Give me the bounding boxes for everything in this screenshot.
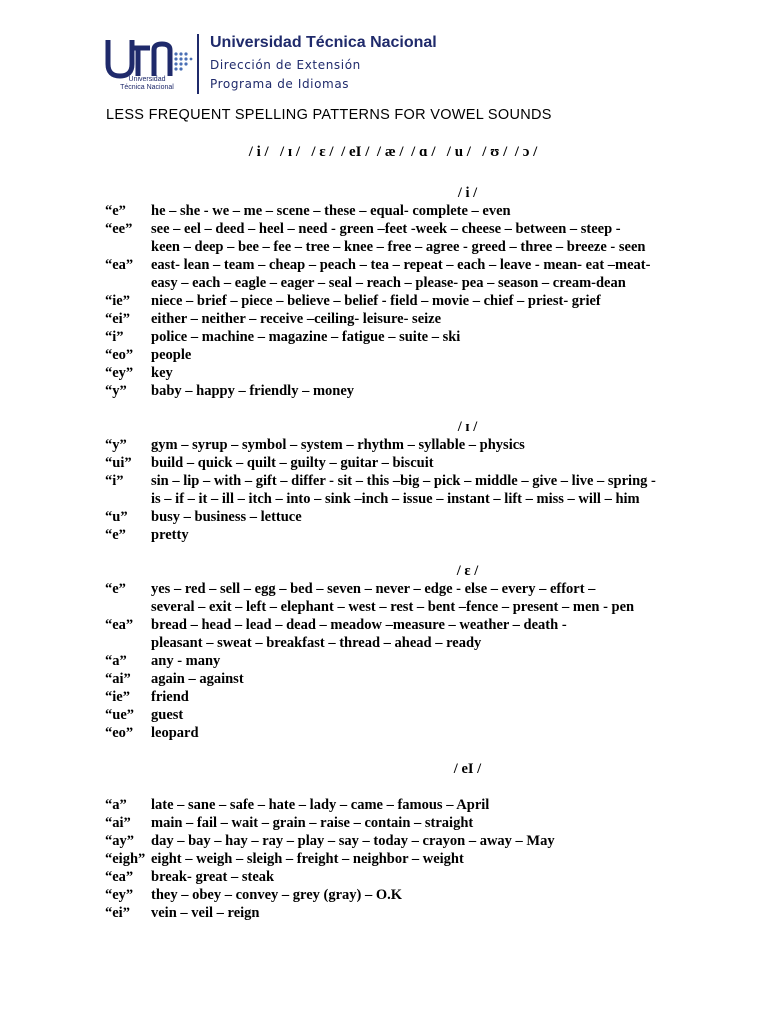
pattern-row — [105, 724, 745, 742]
pattern-key: “ei” — [105, 311, 130, 327]
section-heading-ei: / eI / — [453, 761, 482, 777]
pattern-words: keen – deep – bee – fee – tree – knee – free – agree - greed – three – breeze - seen — [151, 239, 646, 255]
pattern-row — [105, 472, 745, 490]
pattern-words: niece – brief – piece – believe – belief - field – movie – chief – priest- grief — [151, 293, 601, 309]
pattern-row — [105, 274, 745, 292]
pattern-words: eight – weigh – sleigh – freight – neighbor – weight — [151, 851, 464, 867]
section-spacer — [105, 778, 745, 796]
section-spacer — [105, 400, 745, 418]
section-heading-short-i: / ɪ / — [457, 419, 478, 435]
pattern-words: build – quick – quilt – guilty – guitar – biscuit — [151, 455, 434, 471]
pattern-words: again – against — [151, 671, 244, 687]
pattern-words: baby – happy – friendly – money — [151, 383, 355, 399]
vowel-symbols-line: / i / / ɪ / / ɛ / / eI / / æ / / ɑ / / u / / ʊ / / ɔ / — [248, 144, 538, 160]
pattern-key — [105, 598, 151, 616]
pattern-words: guest — [151, 707, 184, 723]
pattern-words: friend — [151, 689, 189, 705]
pattern-key: “ee” — [105, 221, 133, 237]
pattern-row — [105, 904, 745, 922]
pattern-row — [105, 688, 745, 706]
pattern-key: “ue” — [105, 707, 134, 723]
pattern-key: “i” — [105, 473, 124, 489]
pattern-words: they – obey – convey – grey (gray) – O.K — [151, 887, 403, 903]
pattern-key: “ea” — [105, 257, 134, 273]
pattern-key: “eo” — [105, 725, 134, 741]
pattern-key: “ei” — [105, 905, 130, 921]
pattern-key: “ay” — [105, 833, 134, 849]
pattern-words: sin – lip – with – gift – differ - sit – this –big – pick – middle – give – live – spring - — [151, 473, 656, 489]
pattern-words: break- great – steak — [151, 869, 275, 885]
pattern-words: vein – veil – reign — [151, 905, 260, 921]
logo-caption-line2: Técnica Nacional — [120, 84, 174, 91]
pattern-row — [105, 454, 745, 472]
pattern-key: “ey” — [105, 887, 134, 903]
department-name: Dirección de Extensión — [210, 58, 361, 72]
pattern-words: several – exit – left – elephant – west – rest – bent –fence – present – men - pen — [151, 599, 635, 615]
pattern-row — [105, 220, 745, 238]
pattern-row — [105, 490, 745, 508]
pattern-words: either – neither – receive –ceiling- leisure- seize — [151, 311, 442, 327]
logo-caption-line1: Universidad — [128, 76, 166, 83]
pattern-row — [105, 364, 745, 382]
pattern-key: “ie” — [105, 293, 130, 309]
pattern-row — [105, 868, 745, 886]
pattern-key — [105, 274, 151, 292]
pattern-row — [105, 832, 745, 850]
pattern-row — [105, 256, 745, 274]
pattern-row — [105, 796, 745, 814]
pattern-row — [105, 310, 745, 328]
pattern-key — [105, 238, 151, 256]
pattern-words: see – eel – deed – heel – need - green –feet -week – cheese – between – steep - — [151, 221, 621, 237]
pattern-row — [105, 850, 745, 868]
pattern-row — [105, 202, 745, 220]
pattern-key: “y” — [105, 383, 127, 399]
pattern-row — [105, 886, 745, 904]
pattern-row — [105, 598, 745, 616]
pattern-row — [105, 436, 745, 454]
pattern-row — [105, 616, 745, 634]
pattern-row — [105, 328, 745, 346]
document-header — [104, 30, 724, 96]
pattern-key — [105, 490, 151, 508]
pattern-key: “e” — [105, 203, 126, 219]
pattern-words: pleasant – sweat – breakfast – thread – ahead – ready — [151, 635, 482, 651]
pattern-row — [105, 292, 745, 310]
pattern-words: people — [151, 347, 192, 363]
document-title: LESS FREQUENT SPELLING PATTERNS FOR VOWEL SOUNDS — [106, 107, 552, 123]
pattern-words: key — [151, 365, 173, 381]
pattern-key: “ea” — [105, 617, 134, 633]
pattern-words: main – fail – wait – grain – raise – contain – straight — [151, 815, 474, 831]
pattern-key: “y” — [105, 437, 127, 453]
pattern-words: day – bay – hay – ray – play – say – today – crayon – away – May — [151, 833, 555, 849]
pattern-words: is – if – it – ill – itch – into – sink –inch – issue – instant – lift – miss – will – him — [151, 491, 640, 507]
pattern-words: east- lean – team – cheap – peach – tea – repeat – each – leave - mean- eat –meat- — [151, 257, 651, 273]
pattern-key: “a” — [105, 653, 127, 669]
pattern-row — [105, 634, 745, 652]
pattern-row — [105, 580, 745, 598]
pattern-words: yes – red – sell – egg – bed – seven – never – edge - else – every – effort – — [151, 581, 596, 597]
pattern-key: “e” — [105, 527, 126, 543]
pattern-words: late – sane – safe – hate – lady – came – famous – April — [151, 797, 490, 813]
university-name: Universidad Técnica Nacional — [210, 34, 437, 51]
section-spacer — [105, 544, 745, 562]
pattern-words: busy – business – lettuce — [151, 509, 302, 525]
pattern-words: he – she - we – me – scene – these – equal- complete – even — [151, 203, 511, 219]
pattern-key: “ea” — [105, 869, 134, 885]
pattern-key: “ie” — [105, 689, 130, 705]
pattern-words: leopard — [151, 725, 199, 741]
section-heading-i: / i / — [457, 185, 478, 201]
pattern-words: any - many — [151, 653, 221, 669]
pattern-row — [105, 238, 745, 256]
program-name: Programa de Idiomas — [210, 77, 350, 91]
pattern-row — [105, 508, 745, 526]
pattern-key: “u” — [105, 509, 128, 525]
pattern-row — [105, 526, 745, 544]
pattern-key: “i” — [105, 329, 124, 345]
pattern-key: “ui” — [105, 455, 132, 471]
header-divider — [197, 34, 199, 94]
pattern-key: “eigh” — [105, 851, 146, 867]
pattern-words: gym – syrup – symbol – system – rhythm – syllable – physics — [151, 437, 525, 453]
pattern-row — [105, 670, 745, 688]
pattern-words: pretty — [151, 527, 189, 543]
pattern-words: easy – each – eagle – eager – seal – reach – please- pea – season – cream-dean — [151, 275, 626, 291]
pattern-key: “ai” — [105, 815, 131, 831]
pattern-words: bread – head – lead – dead – meadow –measure – weather – death - — [151, 617, 567, 633]
section-heading-epsilon: / ɛ / — [456, 563, 479, 579]
pattern-key: “eo” — [105, 347, 134, 363]
pattern-row — [105, 814, 745, 832]
pattern-key: “ey” — [105, 365, 134, 381]
spelling-patterns-content — [105, 184, 745, 922]
pattern-row — [105, 652, 745, 670]
pattern-words: police – machine – magazine – fatigue – suite – ski — [151, 329, 461, 345]
pattern-key: “ai” — [105, 671, 131, 687]
pattern-key: “a” — [105, 797, 127, 813]
pattern-key — [105, 634, 151, 652]
pattern-row — [105, 382, 745, 400]
pattern-row — [105, 706, 745, 724]
section-spacer — [105, 742, 745, 760]
pattern-row — [105, 346, 745, 364]
pattern-key: “e” — [105, 581, 126, 597]
